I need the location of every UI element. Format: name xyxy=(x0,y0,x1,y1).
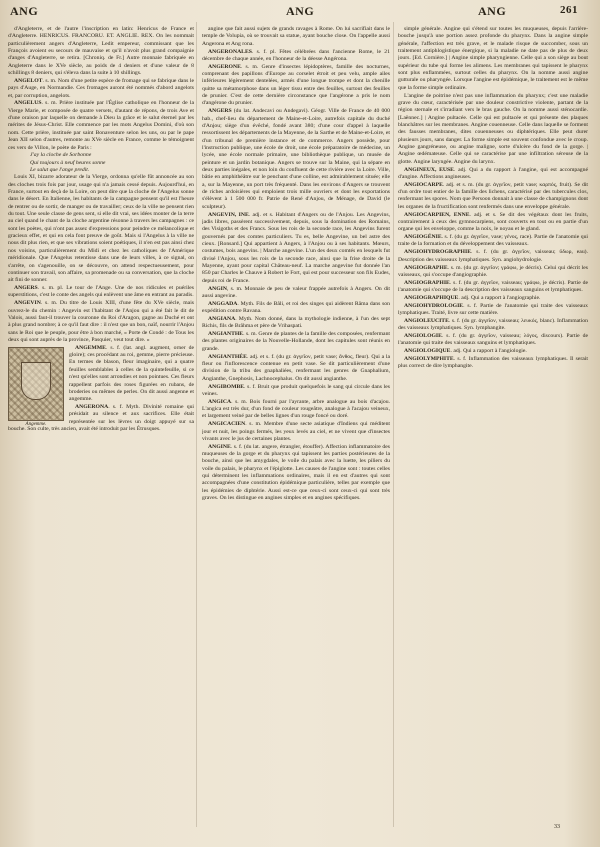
dictionary-entry: ANGEMME. s. f. (lat. angl. augment, orner de gloire); ces procédant au roi, gemme, pierre précieuse. En termes de blason, fleur imaginaire, qui a quatre feuilles semblables à celles de la quintefeuille, si ce n'est qu'elles sont arrondies et non pointues. Ces fleurs rappellent parfois des roses figurées en rubans, de broderies ou mêmes de perles. On dit aussi angenne et angemme. xyxy=(69,344,194,403)
column-rule xyxy=(196,22,197,827)
dictionary-entry: ANGERS (du lat. Andecavi ou Andegavi). Géogr. Ville de France de 40 000 hab., chef-lieu du département de Maine-et-Loire, autrefois capitale du duché d'Anjou; siège d'un évêché, fondé avant 380; d'une cour d'appel à laquelle ressortissent les départements de la Mayenne, de la Sarthe et de Maine-et-Loire, et d'un tribunal de première instance et de commerce. Angers possède, pour l'instruction publique, une école de droit, une école préparatoire de médecine, un lycée, une école normale primaire, une bibliothèque publique, un musée de peinture et un jardin botanique. Angers se trouve sur la Maine, qui la sépare en deux parties inégales, et non loin du confluent de cette rivière avec la Loire. Ville, bâtie en amphithéâtre sur le penchant d'une colline, est admirablement située; elle a, sur la Mayenne, un port très fréquenté. Dans les environs d'Angers se trouvent de riches ardoisières qui emploient trois mille ouvriers et dont les exportations s'élèvent à 1 500 000 fr. Patrie de René d'Anjou, de Ménage, de David (le sculpteur). xyxy=(202,108,390,210)
dictionary-entry: ANGIOGÉNIE. s. f. (du gr. ἀγγεῖον, vase; γένος, race). Partie de l'anatomie qui traite de la formation et du développement des vaisseaux. xyxy=(398,234,588,248)
dictionary-entry: ANGIOCARPE. adj. et s. m. (du gr. ἀγγεῖον, petit vase; καρπός, fruit). Se dit d'un ordre tout entier de la famille des lichens, caractérisé par des tubercules clos, renfermant les spores. Nom que Persoon donnait à une classe de champignons dont les organes de la fructification sont renfermés dans une enveloppe générale. xyxy=(398,181,588,210)
dictionary-entry: ANGIANTHÉE. adj. et s. f. (du gr. ἀγγεῖον, petit vase; ἄνθος, fleur). Qui a la fleur ou l'inflorescence contenue en petit vase. Se dit particulièrement d'une division de la tribu des gnaphaliées, renfermant les genres de Gnaphalium, Angianthe, Gnephosis, Lachnocephalus. On dit aussi angianthe. xyxy=(202,353,390,382)
dictionary-entry: ANGIANA. Myth. Nom donné, dans la mythologie indienne, à l'un des sept Richis, fils de Brâhma et père de Vrihaspati. xyxy=(202,315,390,330)
signature-mark: 33 xyxy=(554,824,560,830)
dictionary-entry: angine que fait aussi sujets de grands ravages à Rome. On lui sacrifiait dans le temple de Volupia, où se trouvait sa statue, ayant bouche close. On l'appelle aussi Angerona et Ang rona. xyxy=(202,26,390,47)
dictionary-entry: ANGELOT. s. m. Nom d'une petite espèce de fromage qui se fabrique dans le pays d'Auge, en Normandie. Ces fromages auront été nommés d'abord angelots et, par corruption, angelots. xyxy=(8,77,194,99)
column-rule xyxy=(393,22,394,827)
dictionary-entry: ANGERONE. s. m. Genre d'insectes lépidoptères, famille des nocturnes, comprenant des papillons d'Europe au corselet étroit et peu velu, ample ailes inférieures légèrement dentelées, armés d'une longue trompe et dont la chenille quitte sa métamorphose dans un léger tissu entre des feuilles, surtout des feuilles de prunier. C'est de cette dernière circonstance que l'angérone a pris le nom d'angérone du prunier. xyxy=(202,63,390,107)
page-number: 261 xyxy=(560,4,578,16)
dictionary-entry: ANGIOLOGIE. s. f. (du gr. ἀγγεῖον, vaisseau; λόγος, discours). Partie de l'anatomie qui traite des vaisseaux sanguins et lymphatiques. xyxy=(398,333,588,347)
figure-caption: Angemme. xyxy=(25,422,47,428)
column-right xyxy=(398,26,588,826)
dictionary-entry: ANGIN, s. m. Monnaie de peu de valeur frappée autrefois à Angers. On dit aussi angevine. xyxy=(202,285,390,299)
dictionary-entry: ANGIOCARPIEN, ENNE. adj. et s. Se dit des végétaux dont les fruits, contrairement à ceux des gymnocarpiens, sont couverts en tout ou en partie d'un organe qui les enveloppe, comme la noix, le noyau et le gland. xyxy=(398,211,588,233)
dictionary-entry: ANGELUS. s. m. Prière instituée par l'Église catholique en l'honneur de la Vierge Marie, et composée de quatre versets, d'autant de répons, de trois Ave et d'une oraison par laquelle on demande à Dieu la grâce et le salut éternel par les mérites de Jésus-Christ. Elle commence par les mots Angelus Domini, d'où son nom. Cette prière, instituée par saint Bonaventure selon les uns, ou par le pape Jean XII selon d'autres, remonte au XVe siècle en France, comme le témoignent ces vers de Villon, le poète de Paris : xyxy=(8,100,194,151)
dictionary-entry: ANGEVIN, INE. adj. et s. Habitant d'Angers ou de l'Anjou. Les Angevins, jadis libres, passèrent successivement, depuis, sous la domination des Romains, des Visigoths et des Francs. Sous les rois de la seconde race, les Angevins furent gouvernés par des comtes particuliers. Tu es, belle Angevine, un bel astre des cieux. [Ronsard.] Qui appartient à Angers, à l'Anjou ou à ses habitants. Mœurs, costumes, bois angevins. | Marche angevine. L'un des deux comtés en lesquels fut divisé l'Anjou, sous les rois de la seconde race, ainsi que la frise droite de la Mayenne, ayant pour capital Château-neuf. La marche angevine fut donnée l'an 850 par Charles le Chauve à Robert le Fort, qui est pour successeur son fils Eudes, depuis roi de France. xyxy=(202,211,390,284)
running-head-center: ANG xyxy=(286,4,315,18)
dictionary-entry: L'angine de poitrine n'est pas une inflammation du pharynx; c'est une maladie grave du cœur, caractérisée par une douleur constrictive violente, partant de la région sternale et s'irradiant vers le bras gauche. On la nomme aussi sténocardie. [Laënnec.] | Angine pultacée. Celle qui est pultacée et qui présente des plaques blanchâtres sur les membranes. Angine couenneuse. Celle dans laquelle se forment des fausses membranes, dites couenneuses ou diphtériques. Elle peut durer plusieurs jours, sans danger. La forme simple est souvent confondue avec le croup. Angine gangréneuse, ou angine maligne, sorte d'ulcère du fond de la gorge. | Angine œdémateuse. Celle qui se caractérise par une infiltration séreuse de la glotte. Angine laryngée. Angine du larynx. xyxy=(398,92,588,165)
dictionary-entry: ANGINE. s. f. (du lat. angere, étrangler, étouffer). Affection inflammatoire des muqueuses de la gorge et du pharynx qui tapissent les parties postérieures de la bouche, ainsi que les amygdales, le voile du palais avec la luette, les piliers du voile du palais, le pharynx et l'épiglotte. Les causes de l'angine sont : toutes celles qui déterminent les inflammations ordinaires, mais il en est d'autres qui sont accompagnées d'une constitution épidémique particulière, telles par exemple que les épidémies de diphtérie. Aussi est-ce que ceux-ci sont ceux-ci qui sont très graves. On les distingue en angines simples et en angines spécifiques. xyxy=(202,443,390,502)
dictionary-entry: ANGIOLEUCITE. s. f. (du gr. ἀγγεῖον, vaisseau; λευκός, blanc). Inflammation des vaisseaux lymphatiques. Syn. lymphangite. xyxy=(398,317,588,332)
dictionary-entry: ANGERONALES. s. f. pl. Fêtes célébrées dans l'ancienne Rome, le 21 décembre de chaque année, en l'honneur de la déesse Angérona. xyxy=(202,48,390,62)
dictionary-entry: ANGIANTHE. s. m. Genre de plantes de la famille des composées, renfermant des plantes originaires de la Nouvelle-Hollande, dont les capitules sont réunis en grande. xyxy=(202,331,390,352)
dictionary-entry: ANGINEUX, EUSE. adj. Qui a du rapport à l'angine, qui est accompagné d'angine. Affections angineuses. xyxy=(398,166,588,180)
dictionary-entry: ANGIOGRAPHE. s. m. (du gr. ἀγγεῖον; γράφω, je décris). Celui qui décrit les vaisseaux, qui s'occupe d'angiographie. xyxy=(398,264,588,278)
dictionary-entry: simple générale. Angine qui s'étend sur toutes les muqueuses, depuis l'arrière-bouche jusqu'à une portion assez profonde du pharynx. Dans la angine simple générale, l'affection est très grave, et le malade risque de succomber, sous un traitement antiphlogistique énergique, si la maladie ne date pas de plus de deux jours. [Ed. Cornière.] | Angine simple pharyngienne. Celle qui a son siège au bout supérieur du tube qui forme les alimens. Les membranes qui tapissent le pharynx sont plus enflammées, surtout celles du pharynx. On la nomme aussi angine gutturale ou pharyngée. Lorsque l'angine est épidémique, le traitement est le même que la forme simple ordinaire. xyxy=(398,26,588,91)
dictionary-entry: ANGIOGRAPHIE. s. f. (du gr. ἀγγεῖον, vaisseau; γράφω, je décris). Partie de l'anatomie qui s'occupe de la description des vaisseaux sanguins et lymphatiques. xyxy=(398,279,588,294)
column-middle xyxy=(202,26,390,826)
dictionary-entry: ANGEVIN. s. m. Du titre de Louis XIII, d'une fête du XVe siècle, mais ouvrez-le du chemin : Angevin est l'habitant de l'Anjou qui a été fait le dit de Valois, aussi faut-il trouver la couronne du Roi d'Aragon, gagne au Duché et ont à plus grand nombre; à ce qu'il faut dire : il n'est que un bon, naïf, nourrir l'Anjou sans le Roi que le peuple, pour être à bon marché, « Porte de Condé : de Tous les deux qui sont auprès de la province, Pasquier, veut tout dire. » xyxy=(8,300,194,343)
dictionary-entry: ANGIOHYDROGRAPHIE. s. f. (du gr. ἀγγεῖον, vaisseau; ὕδωρ, eau). Description des vaisseaux lymphatiques. Syn. angiohydrologie. xyxy=(398,249,588,263)
dictionary-entry: ANGIBOMBE. s. f. Bruit que produit quelquefois le sang qui circule dans les veines. xyxy=(202,383,390,397)
dictionary-entry: ANGERONA. s. f. Myth. Divinité romaine qui présidait au silence et aux sacrifices. Elle était représentée sur les lèvres un doigt appuyé sur sa bouche. Son culte, très ancien, avait été introduit par les Étrusques. xyxy=(8,404,194,433)
dictionary-entry: ANGICACIEN. s. m. Membre d'une secte asiatique d'Indiens qui méditent jour et nuit, les poings fermés, les yeux levés au ciel, et ne vivent que d'insectes vivants avec le jus de certaines plantes. xyxy=(202,421,390,442)
dictionary-entry: ANGGADA. Myth. Fils de Bâli, et roi des singes qui aidèrent Râma dans son expédition contre Ravana. xyxy=(202,300,390,315)
angemme-heraldic-figure xyxy=(8,347,64,428)
dictionary-entry: ANGIOHYDROLOGIE. s. f. Partie de l'anatomie qui traite des vaisseaux lymphatiques. Traité, livre sur cette matière. xyxy=(398,302,588,317)
dictionary-entry: Louis XI, bizarre adorateur de la Vierge, ordonna qu'elle fût annoncée au son des cloches trois fois par jour, usage qui n'a jamais cessé depuis. Aujourd'hui, en France, surtout en deçà de la Loire, on peut dire que la cloche de l'Angelus sonne dans le désert. En Italienne, les habitants de la campagne pensent qu'il est l'heure de rentrer ou de sortir, de manger ou de travailler; ceux de la ville ne pensent rien du tout. Une seule classe de gens sent, si elle dit vrai, ses idées monter de la terre au ciel quand le chant de la cloche argentine résonne à travers les campagnes : ce sont les poètes, qui n'ont pas assez d'expressions pour peindre ce mélancolique et gracieux effet, et qui en cela font preuve de goût. Mais si l'Angelus à la ville ne nous dit plus rien, et que ses vibrations soient poétiques, il n'en est pas ainsi chez nos voisins, particulièrement du Midi et chez les catholiques de l'Amérique méridionale. Que l'Angelus retentisse dans une de leurs villes, à ce signal, on s'arrête, on s'agenouille, on se découvre, on attend respectueusement, pour continuer son travail, son affaire, sa promenade ou sa conversation, que la cloche ait fini de sonner. xyxy=(8,174,194,284)
running-head-right: ANG xyxy=(478,4,507,18)
dictionary-entry: ANGIOGRAPHIQUE. adj. Qui a rapport à l'angiographie. xyxy=(404,294,541,301)
verse-line: Qui toujours à neuf heures sonne xyxy=(30,159,106,166)
verse-line: J'ay la cloche de Sorbonne xyxy=(30,152,92,159)
dictionary-entry: d'Angleterre, et de l'autre l'inscription en latin: Henricus de France et d'Angleterre. HENRICUS. FRANCORU. ET. ANGLIE. REX. On les nommait particulièrement angers d'Angleterre, Ledit empereur, commissant que les François avoient eu secours de mauvaise et qu'il n'avoit plus grand compaignie d'anges d'Angleterre, se retira. [Chroniq. de Fr.] Autre monnaie fabriquée en Angleterre dans le XVe siècle, au poids de 4 deniers et d'une valeur de 8 schillings 8 deniers, qui s'éleva dans la suite à 10 shillings. xyxy=(8,26,194,77)
column-left xyxy=(8,26,194,826)
verse-line: Le salut que l'ange predit. xyxy=(30,167,90,174)
dictionary-entry: ANGIOLOGIQUE. adj. Qui a rapport à l'angiologie. xyxy=(404,348,527,355)
dictionary-entry: ANGIOLYMPHITE. s. f. Inflammation des vaisseaux lymphatiques. Il serait plus correct de dire lymphangite. xyxy=(398,356,588,370)
dictionary-entry: ANGICA. s. m. Bois fourni par l'ayrante, arbre analogue au bois d'acajou. L'angica est très dur, d'un fond de couleur rougeâtre, analogue à l'acajou veineux, et largement veiné par de belles lignes d'un rouge foncé ou doré. xyxy=(202,398,390,420)
running-head-left: ANG xyxy=(10,4,39,18)
dictionary-entry: ANGERS. s. m. pl. Le tour de l'Ange. Une de nos ridicules et puériles superstitions, c'est le conte des angels qui enlèvent une âme en entrant au paradis. xyxy=(8,285,194,299)
